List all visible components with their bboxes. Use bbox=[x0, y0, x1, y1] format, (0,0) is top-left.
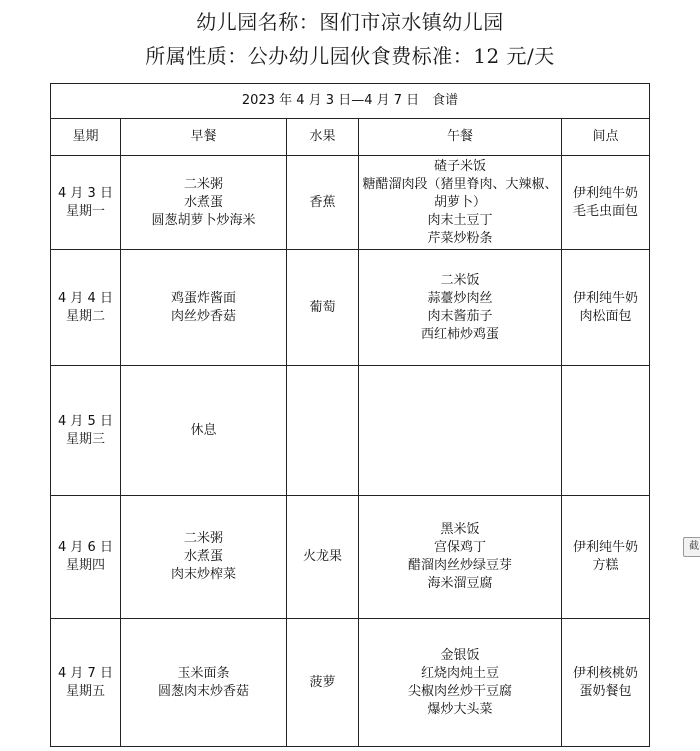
menu-item: 伊利纯牛奶 bbox=[573, 540, 639, 555]
snack-cell bbox=[562, 496, 650, 619]
menu-item: 爆炒大头菜 bbox=[427, 701, 493, 717]
breakfast-cell bbox=[121, 619, 287, 747]
table-row bbox=[51, 619, 650, 747]
menu-item: 肉松面包 bbox=[579, 308, 632, 324]
menu-item: 尖椒肉丝炒干豆腐 bbox=[407, 683, 512, 699]
menu-item: 黑米饭 bbox=[440, 522, 480, 537]
table-row bbox=[51, 496, 650, 619]
day-cell bbox=[51, 366, 121, 496]
column-header-fruit: 水果 bbox=[287, 119, 359, 156]
menu-item: 水煮蛋 bbox=[183, 194, 223, 210]
column-header-lunch: 午餐 bbox=[359, 119, 562, 156]
date-label: 4 月 3 日 bbox=[58, 185, 113, 201]
menu-item: 海米溜豆腐 bbox=[427, 576, 493, 591]
menu-item: 水煮蛋 bbox=[183, 549, 223, 564]
column-header-breakfast: 早餐 bbox=[121, 119, 287, 156]
kindergarten-name-heading: 幼儿园名称：图们市凉水镇幼儿园 bbox=[196, 10, 504, 34]
menu-item: 西红柿炒鸡蛋 bbox=[420, 326, 499, 342]
rest-label: 休息 bbox=[190, 422, 217, 438]
menu-item: 鸡蛋炸酱面 bbox=[170, 290, 236, 306]
day-cell bbox=[51, 496, 121, 619]
menu-item: 二米粥 bbox=[183, 176, 223, 192]
date-label: 4 月 4 日 bbox=[58, 290, 113, 306]
snack-cell bbox=[562, 250, 650, 366]
menu-item: 醋溜肉丝炒绿豆芽 bbox=[407, 558, 512, 573]
menu-item: 蛋奶餐包 bbox=[579, 683, 632, 699]
menu-item: 圆葱肉末炒香菇 bbox=[157, 683, 249, 699]
date-label: 4 月 5 日 bbox=[58, 413, 113, 429]
table-row bbox=[51, 156, 650, 250]
lunch-cell bbox=[359, 156, 562, 250]
date-label: 4 月 6 日 bbox=[58, 540, 113, 555]
snack-cell bbox=[562, 366, 650, 496]
column-header-weekday: 星期 bbox=[51, 119, 121, 156]
menu-item: 肉末炒榨菜 bbox=[170, 567, 236, 582]
menu-item: 金银饭 bbox=[440, 647, 480, 663]
snack-cell bbox=[562, 619, 650, 747]
menu-item: 肉丝炒香菇 bbox=[170, 308, 236, 324]
table-row bbox=[51, 250, 650, 366]
menu-item: 糖醋溜肉段（猪里脊肉、大辣椒、胡萝卜） bbox=[362, 176, 558, 210]
menu-item: 芹菜炒粉条 bbox=[427, 230, 493, 246]
menu-item: 二米饭 bbox=[440, 272, 480, 288]
menu-item: 肉末土豆丁 bbox=[427, 212, 493, 228]
meal-fee-heading: 所属性质：公办幼儿园伙食费标准：12 元/天 bbox=[145, 44, 555, 68]
fruit-cell: 菠萝 bbox=[287, 619, 359, 747]
lunch-cell bbox=[359, 496, 562, 619]
breakfast-cell bbox=[121, 156, 287, 250]
menu-title: 2023 年 4 月 3 日—4 月 7 日 食谱 bbox=[51, 84, 650, 119]
lunch-cell bbox=[359, 250, 562, 366]
menu-item: 红烧肉炖土豆 bbox=[420, 665, 499, 681]
weekday-label: 星期五 bbox=[65, 683, 105, 699]
breakfast-cell bbox=[121, 496, 287, 619]
date-label: 4 月 7 日 bbox=[58, 665, 113, 681]
fruit-cell: 火龙果 bbox=[287, 496, 359, 619]
day-cell bbox=[51, 156, 121, 250]
table-title-row bbox=[51, 84, 650, 119]
menu-item: 伊利纯牛奶 bbox=[573, 290, 639, 306]
menu-item: 圆葱胡萝卜炒海米 bbox=[151, 212, 256, 228]
menu-item: 二米粥 bbox=[183, 531, 223, 546]
fruit-cell: 香蕉 bbox=[287, 156, 359, 250]
fruit-cell bbox=[287, 366, 359, 496]
column-header-snack: 间点 bbox=[562, 119, 650, 156]
breakfast-cell bbox=[121, 366, 287, 496]
weekday-label: 星期四 bbox=[65, 558, 105, 573]
day-cell bbox=[51, 250, 121, 366]
menu-item: 玉米面条 bbox=[177, 665, 230, 681]
day-cell bbox=[51, 619, 121, 747]
menu-item: 碴子米饭 bbox=[433, 158, 486, 174]
menu-item: 毛毛虫面包 bbox=[573, 203, 639, 219]
weekday-label: 星期一 bbox=[65, 203, 105, 219]
menu-item: 伊利纯牛奶 bbox=[573, 185, 639, 201]
lunch-cell bbox=[359, 366, 562, 496]
table-row bbox=[51, 366, 650, 496]
menu-item: 蒜薹炒肉丝 bbox=[427, 290, 493, 306]
column-header-row bbox=[51, 119, 650, 156]
weekly-menu-table bbox=[50, 83, 650, 747]
weekday-label: 星期三 bbox=[65, 431, 105, 447]
menu-item: 伊利核桃奶 bbox=[573, 665, 639, 681]
snack-cell bbox=[562, 156, 650, 250]
breakfast-cell bbox=[121, 250, 287, 366]
weekday-label: 星期二 bbox=[65, 308, 105, 324]
lunch-cell bbox=[359, 619, 562, 747]
menu-item: 宫保鸡丁 bbox=[433, 540, 486, 555]
menu-item: 肉末酱茄子 bbox=[427, 308, 493, 324]
fruit-cell: 葡萄 bbox=[287, 250, 359, 366]
menu-item: 方糕 bbox=[592, 558, 619, 573]
screenshot-button[interactable]: 截 bbox=[683, 537, 700, 557]
